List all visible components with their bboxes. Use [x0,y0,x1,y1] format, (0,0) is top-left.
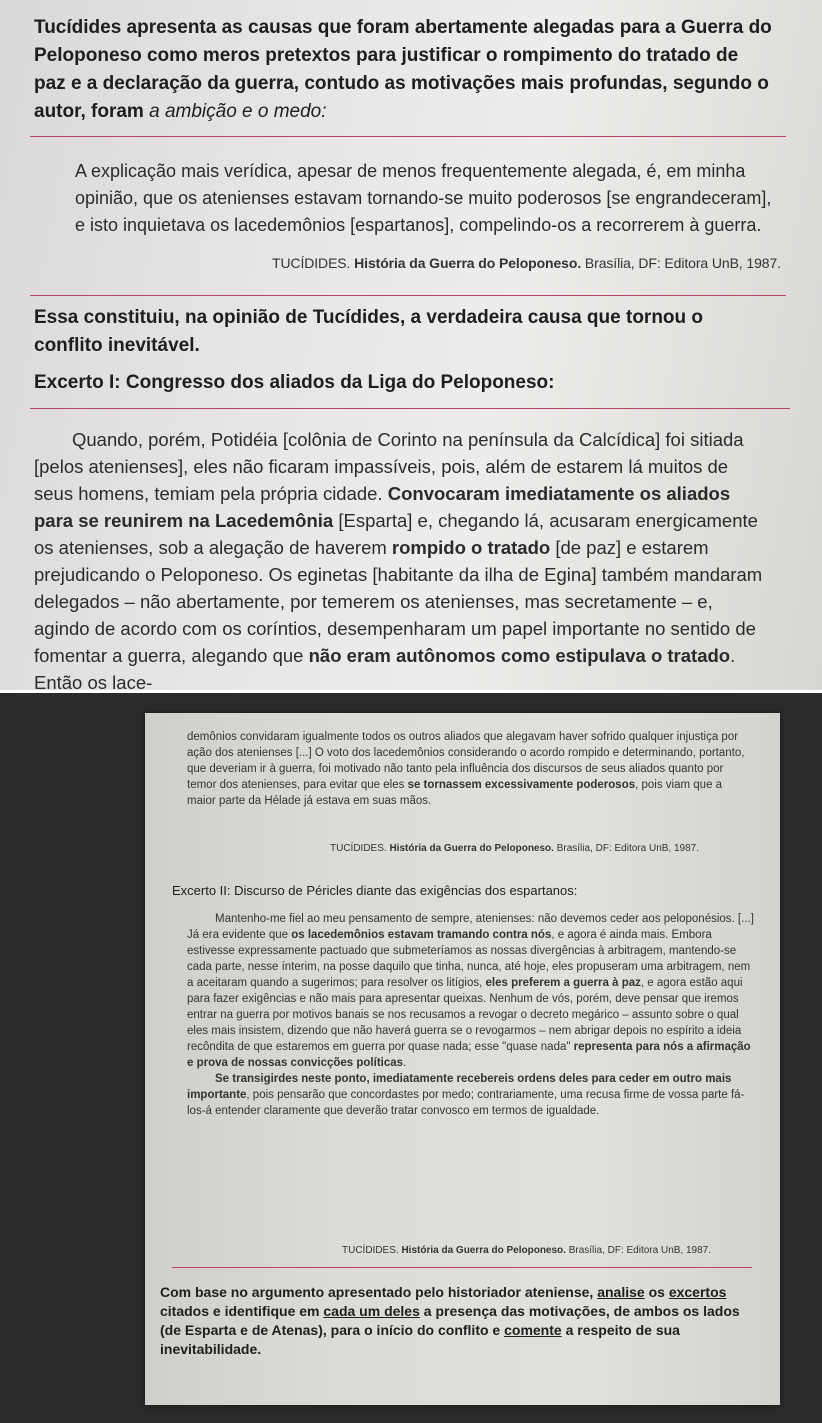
excerpt-1-citation: TUCÍDIDES. História da Guerra do Peloponeso. Brasília, DF: Editora UnB, 1987. [330,843,700,854]
question-prompt: Com base no argumento apresentado pelo historiador ateniense, analise os excertos citados e identifique em cada um deles a presença das motivações, de ambos os lados (de Esparta e de Atenas), para o início do conflito e comente a respeito de sua inevitabilidade. [160,1284,740,1357]
quote-citation: TUCÍDIDES. História da Guerra do Peloponeso. Brasília, DF: Editora UnB, 1987. [272,255,781,271]
page-photo-top [0,0,822,690]
page-photo-bottom [0,693,822,1423]
excerpt-1-continuation: demônios convidaram igualmente todos os outros aliados que alegavam haver sofrido qualquer injustiça por ação dos atenienses [...] O voto dos lacedemônios considerando o acordo rompido e determinando, portanto, que deveriam ir à guerra, foi motivado não tanto pela influência dos discursos de seus aliados quanto por temor dos atenienses, para evitar que eles se tornassem excessivamente poderosos, pois viam que a maior parte da Hélade já estava em suas mãos. [187,731,745,807]
excerpt-2-text: Mantenho-me fiel ao meu pensamento de sempre, atenienses: não devemos ceder aos peloponésios. [...] Já era evidente que os lacedemônios estavam tramando contra nós, e agora é ainda mais. Embora estivesse expressamente pactuado que submeteríamos as nossas divergências à arbitragem, mantendo-se cada parte, nesse ínterim, na posse daquilo que tinha, nunca, até hoje, eles propuseram uma arbitragem, nem a aceitaram quando a sugerimos; para resolver os litígios, eles preferem a guerra à paz, e agora estão aqui para fazer exigências e não mais para apresentar queixas. Nenhum de vós, porém, deve pensar que iremos entrar na guerra por motivos banais se nos recusamos a revogar o decreto megárico – assunto sobre o qual eles mais insistem, dizendo que não haverá guerra se o revogarmos – nem abrigar depois no espírito a ideia recôndita de que estaremos em guerra por quase nada; esse "quase nada" representa para nós a afirmação e prova de nossas convicções políticas. Se transigirdes neste ponto, imediatamente recebereis ordens deles para ceder em outro mais importante, pois pensarão que concordastes por medo; contrariamente, uma recusa firme de vossa parte fá-los-á entender claramente que deverão tratar convosco em termos de igualdade. [187,913,754,1117]
thucydides-quote: A explicação mais verídica, apesar de menos frequentemente alegada, é, em minha opinião, que os atenienses estavam tornando-se muito poderosos [se engrandeceram], e isto inquietava os lacedemônios [espartanos], compelindo-os a recorrerem à guerra. [75,161,772,235]
intro-paragraph: Tucídides apresenta as causas que foram abertamente alegadas para a Guerra do Peloponeso como meros pretextos para justificar o rompimento do tratado de paz e a declaração da guerra, contudo as motivações mais profundas, segundo o autor, foram a ambição e o medo: [34,17,772,122]
page-sheet [145,713,780,1405]
conclusion-paragraph: Essa constituiu, na opinião de Tucídides, a verdadeira causa que tornou o conflito inevitável. [34,307,704,356]
excerpt-1-text: Quando, porém, Potidéia [colônia de Corinto na península da Calcídica] foi sitiada [pelos atenienses], eles não ficaram impassíveis, pois, além de estarem lá muitos de seus homens, temiam pela própria cidade. Convocaram imediatamente os aliados para se reunirem na Lacedemônia [Esparta] e, chegando lá, acusaram energicamente os atenienses, sob a alegação de haverem rompido o tratado [de paz] e estarem prejudicando o Peloponeso. Os eginetas [habitante da ilha de Egina] também mandaram delegados – não abertamente, por temerem os atenienses, mas secretamente – e, agindo de acordo com os coríntios, desempenharam um papel importante no sentido de fomentar a guerra, alegando que não eram autônomos como estipulava o tratado. Então os lace- [34,429,763,690]
section-divider [172,1267,752,1268]
excerpt-1-heading: Excerto I: Congresso dos aliados da Liga do Peloponeso: [34,372,555,393]
excerpt-2-citation: TUCÍDIDES. História da Guerra do Peloponeso. Brasília, DF: Editora UnB, 1987. [342,1245,712,1256]
excerpt-2-heading: Excerto II: Discurso de Péricles diante das exigências dos espartanos: [172,883,578,898]
